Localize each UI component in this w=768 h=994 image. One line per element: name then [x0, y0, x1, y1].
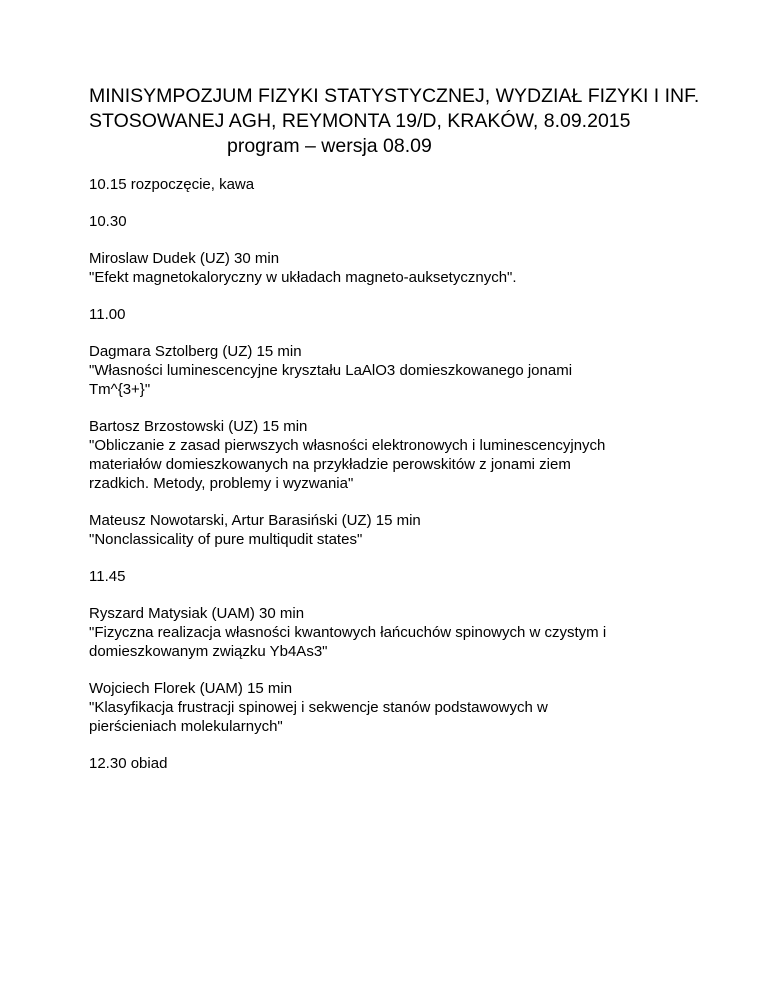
time-slot	[89, 212, 689, 231]
opening-entry	[89, 175, 689, 194]
talk-entry-sztolberg	[89, 342, 689, 399]
time-slot	[89, 567, 689, 586]
talk-speaker: Miroslaw Dudek (UZ) 30 min	[89, 250, 280, 267]
talk-speaker: Bartosz Brzostowski (UZ) 15 min	[89, 418, 308, 435]
time-1145: 11.45	[89, 568, 126, 585]
talk-title-line: Tm^{3+}"	[89, 381, 151, 398]
time-1030: 10.30	[89, 213, 127, 230]
talk-speaker: Wojciech Florek (UAM) 15 min	[89, 680, 293, 697]
talk-entry-matysiak	[89, 604, 689, 661]
title-line-3: program – wersja 08.09	[227, 135, 432, 157]
time-1100: 11.00	[89, 306, 126, 323]
talk-title-line: pierścieniach molekularnych"	[89, 718, 283, 735]
talk-entry-nowotarski	[89, 511, 689, 549]
talk-title-line: "Fizyczna realizacja własności kwantowych łańcuchów spinowych w czystym i	[89, 624, 607, 641]
talk-title-line: "Obliczanie z zasad pierwszych własności elektronowych i luminescencyjnych	[89, 437, 606, 454]
talk-title-line: rzadkich. Metody, problemy i wyzwania"	[89, 475, 354, 492]
talk-title-line: materiałów domieszkowanych na przykładzie perowskitów z jonami ziem	[89, 456, 571, 473]
talk-title-line: "Własności luminescencyjne kryształu LaAlO3 domieszkowanego jonami	[89, 362, 573, 379]
talk-speaker: Ryszard Matysiak (UAM) 30 min	[89, 605, 305, 622]
document-page	[89, 84, 700, 791]
talk-speaker: Mateusz Nowotarski, Artur Barasiński (UZ) 15 min	[89, 512, 421, 529]
lunch-text: 12.30 obiad	[89, 755, 168, 772]
document-title	[89, 84, 700, 159]
title-line-2: STOSOWANEJ AGH, REYMONTA 19/D, KRAKÓW, 8.09.2015	[89, 110, 631, 132]
talk-title-line: "Klasyfikacja frustracji spinowej i sekwencje stanów podstawowych w	[89, 699, 548, 716]
talk-title: "Nonclassicality of pure multiqudit states"	[89, 531, 363, 548]
opening-text: 10.15 rozpoczęcie, kawa	[89, 176, 255, 193]
lunch-entry	[89, 754, 689, 773]
talk-speaker: Dagmara Sztolberg (UZ) 15 min	[89, 343, 302, 360]
talk-title: "Efekt magnetokaloryczny w układach magneto-auksetycznych".	[89, 269, 517, 286]
talk-entry-dudek	[89, 249, 689, 287]
time-slot	[89, 305, 689, 324]
program-schedule	[89, 175, 689, 773]
talk-entry-florek	[89, 679, 689, 736]
talk-entry-brzostowski	[89, 417, 689, 493]
title-line-1: MINISYMPOZJUM FIZYKI STATYSTYCZNEJ, WYDZIAŁ FIZYKI I INF.	[89, 85, 700, 107]
talk-title-line: domieszkowanym związku Yb4As3"	[89, 643, 328, 660]
